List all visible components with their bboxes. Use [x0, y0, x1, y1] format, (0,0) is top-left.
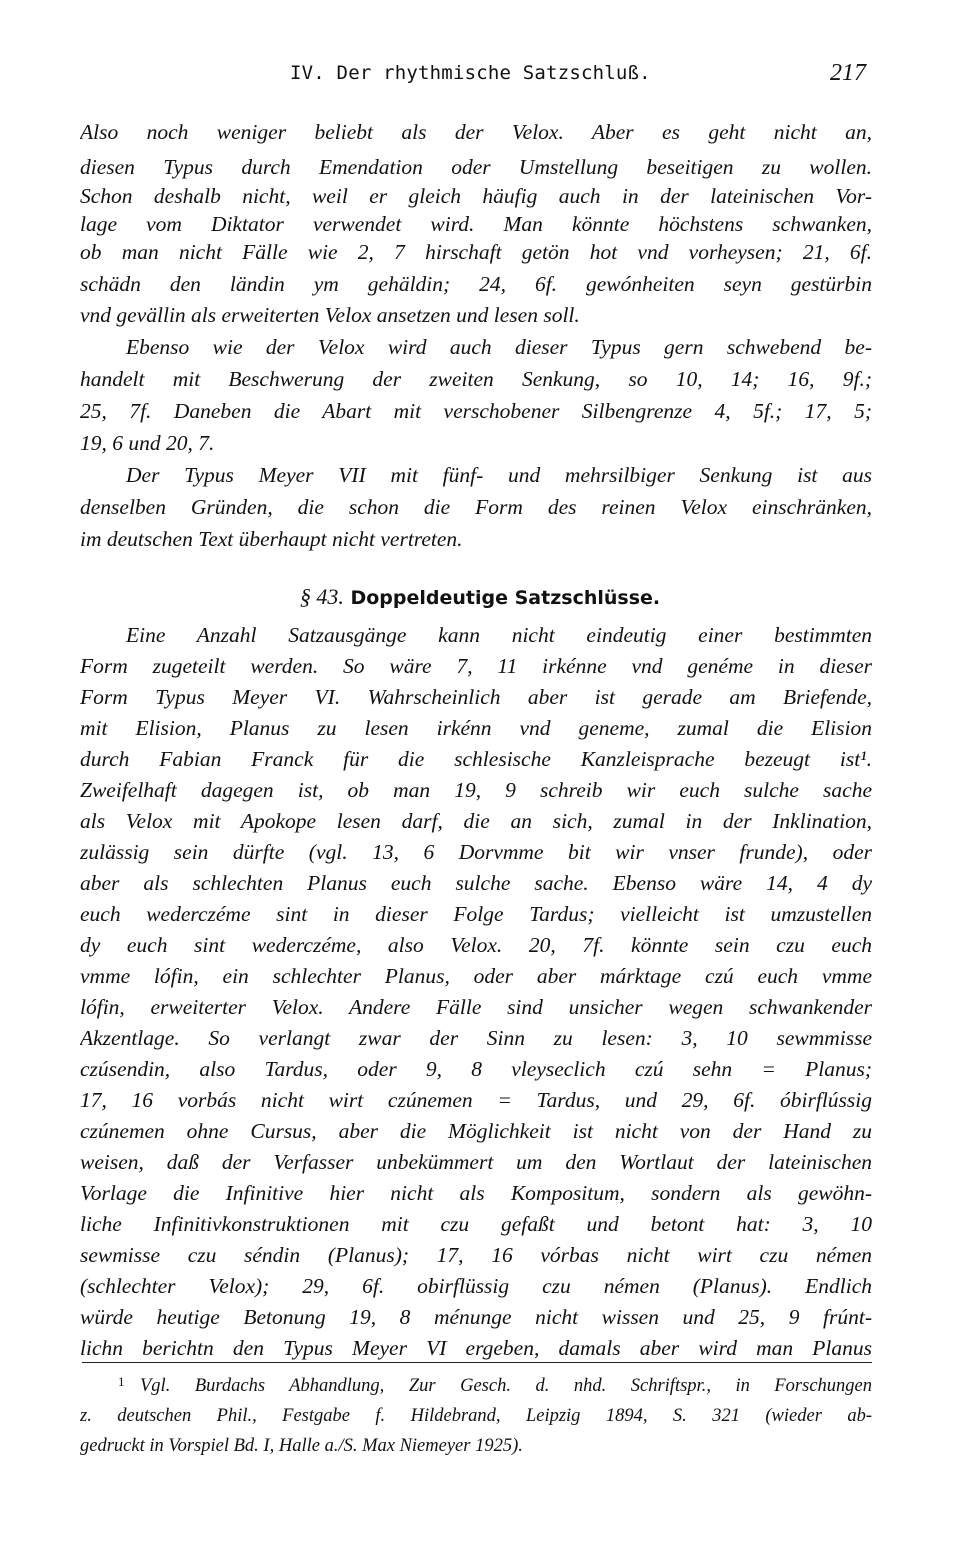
section-line: czúnemen ohne Cursus, aber die Möglichkeit ist nicht von der Hand zu — [80, 1119, 872, 1143]
section-line: vmme lófin, ein schlechter Planus, oder aber márktage czú euch vmme — [80, 964, 872, 988]
section-line: Form Typus Meyer VI. Wahrscheinlich aber ist gerade am Briefende, — [80, 685, 872, 709]
section-line: Eine Anzahl Satzausgänge kann nicht eindeutig einer bestimmten — [126, 623, 872, 647]
body-line: vnd gevällin als erweiterten Velox ansetzen und lesen soll. — [80, 303, 580, 327]
footnote-line: gedruckt in Vorspiel Bd. I, Halle a./S. Max Niemeyer 1925). — [80, 1436, 523, 1456]
footnote-line: z. deutschen Phil., Festgabe f. Hildebrand, Leipzig 1894, S. 321 (wieder ab- — [80, 1406, 872, 1426]
section-line: liche Infinitivkonstruktionen mit czu gefaßt und betont hat: 3, 10 — [80, 1212, 872, 1236]
body-line: Schon deshalb nicht, weil er gleich häufig auch in der lateinischen Vor- — [80, 184, 872, 208]
section-line: dy euch sint wederczéme, also Velox. 20, 7f. könnte sein czu euch — [80, 933, 872, 957]
section-line: lófin, erweiterter Velox. Andere Fälle sind unsicher wegen schwankender — [80, 995, 872, 1019]
body-line: Also noch weniger beliebt als der Velox. Aber es geht nicht an, — [80, 120, 872, 144]
body-line: Der Typus Meyer VII mit fünf- und mehrsilbiger Senkung ist aus — [126, 463, 872, 487]
page-number: 217 — [830, 60, 866, 86]
body-line: lage vom Diktator verwendet wird. Man könnte höchstens schwanken, — [80, 212, 872, 236]
body-line: im deutschen Text überhaupt nicht vertreten. — [80, 527, 463, 551]
section-line: (schlechter Velox); 29, 6f. obirflüssig czu némen (Planus). Endlich — [80, 1274, 872, 1298]
body-line: denselben Gründen, die schon die Form des reinen Velox einschränken, — [80, 495, 872, 519]
section-title: Doppeldeutige Satzschlüsse. — [350, 587, 661, 609]
section-line: euch wederczéme sint in dieser Folge Tardus; vielleicht ist umzustellen — [80, 902, 872, 926]
section-line: Vorlage die Infinitive hier nicht als Kompositum, sondern als gewöhn- — [80, 1181, 872, 1205]
section-line: würde heutige Betonung 19, 8 ménunge nicht wissen und 25, 9 frúnt- — [80, 1305, 872, 1329]
section-line: Akzentlage. So verlangt zwar der Sinn zu lesen: 3, 10 sewmmisse — [80, 1026, 872, 1050]
body-line: 19, 6 und 20, 7. — [80, 431, 215, 455]
section-line: mit Elision, Planus zu lesen irkénn vnd geneme, zumal die Elision — [80, 716, 872, 740]
section-symbol: § 43. — [299, 584, 344, 609]
section-line: sewmisse czu séndin (Planus); 17, 16 vórbas nicht wirt czu némen — [80, 1243, 872, 1267]
section-line: zulässig sein dürfte (vgl. 13, 6 Dorvmme bit wir vnser frunde), oder — [80, 840, 872, 864]
section-line: lichn berichtn den Typus Meyer VI ergeben, damals aber wird man Planus — [80, 1336, 872, 1360]
section-line: durch Fabian Franck für die schlesische Kanzleisprache bezeugt ist¹. — [80, 747, 872, 771]
body-line: ob man nicht Fälle wie 2, 7 hirschaft getön hot vnd vorheysen; 21, 6f. — [80, 240, 872, 264]
page-header — [80, 62, 872, 92]
body-line: schädn den ländin ym gehäldin; 24, 6f. gewónheiten seyn gestürbin — [80, 272, 872, 296]
footnote-mark: 1 — [118, 1374, 125, 1389]
running-title: IV. Der rhythmische Satzschluß. — [290, 62, 651, 84]
footnote-rule — [82, 1362, 872, 1363]
section-heading — [0, 582, 960, 613]
body-line: Ebenso wie der Velox wird auch dieser Typus gern schwebend be- — [126, 335, 872, 359]
section-line: Form zugeteilt werden. So wäre 7, 11 irkénne vnd genéme in dieser — [80, 654, 872, 678]
section-line: czúsendin, also Tardus, oder 9, 8 vleyseclich czú sehn = Planus; — [80, 1057, 872, 1081]
body-line: handelt mit Beschwerung der zweiten Senkung, so 10, 14; 16, 9f.; — [80, 367, 872, 391]
section-line: weisen, daß der Verfasser unbekümmert um den Wortlaut der lateinischen — [80, 1150, 872, 1174]
section-line: 17, 16 vorbás nicht wirt czúnemen = Tardus, und 29, 6f. óbirflússig — [80, 1088, 872, 1112]
body-line: diesen Typus durch Emendation oder Umstellung beseitigen zu wollen. — [80, 155, 872, 179]
section-line: aber als schlechten Planus euch sulche sache. Ebenso wäre 14, 4 dy — [80, 871, 872, 895]
section-line: als Velox mit Apokope lesen darf, die an sich, zumal in der Inklination, — [80, 809, 872, 833]
section-line: Zweifelhaft dagegen ist, ob man 19, 9 schreib wir euch sulche sache — [80, 778, 872, 802]
footnote-line: Vgl. Burdachs Abhandlung, Zur Gesch. d. nhd. Schriftspr., in Forschungen — [140, 1376, 872, 1396]
body-line: 25, 7f. Daneben die Abart mit verschobener Silbengrenze 4, 5f.; 17, 5; — [80, 399, 872, 423]
